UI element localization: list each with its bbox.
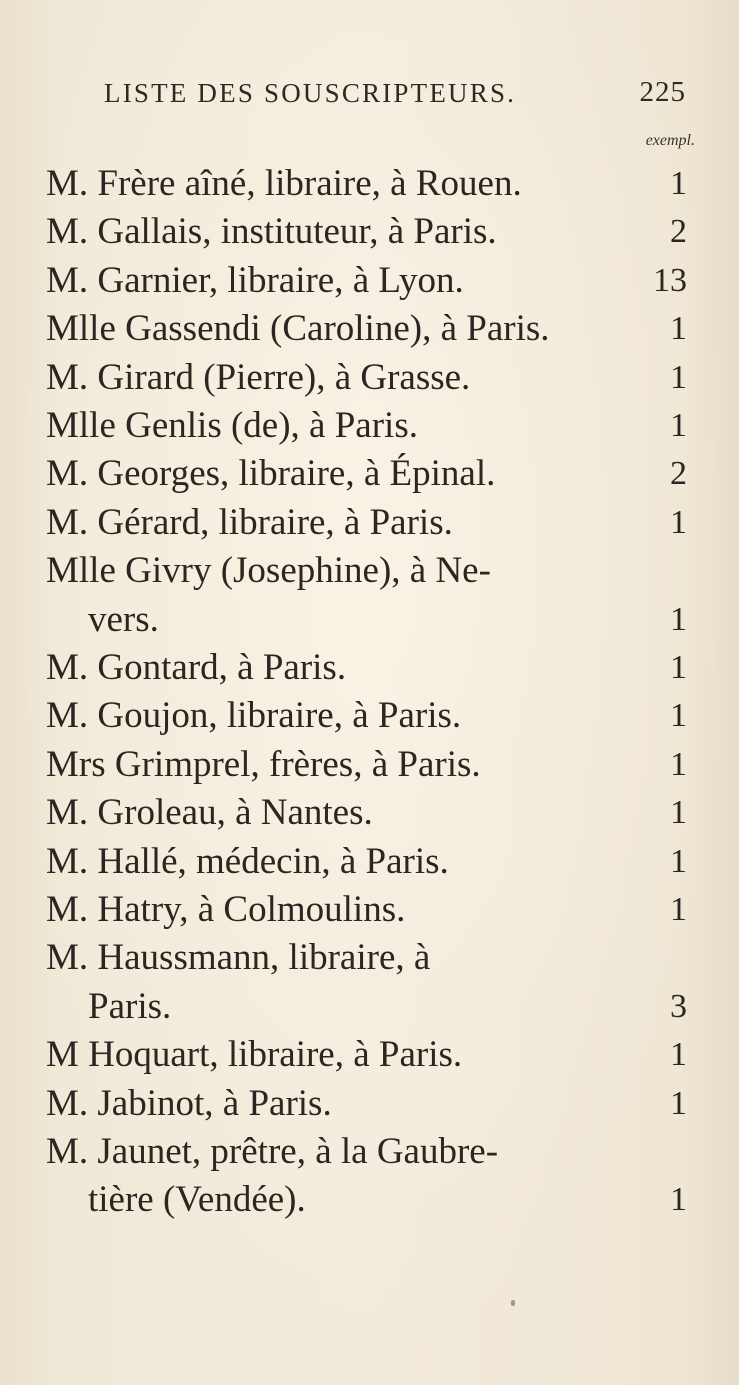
copies-count: 1 bbox=[670, 407, 687, 444]
subscriber-entry: M. Girard (Pierre), à Grasse. bbox=[46, 356, 471, 398]
subscriber-entry-continuation: Paris. bbox=[88, 985, 172, 1027]
copies-count: 1 bbox=[670, 358, 687, 396]
copies-column-heading: exempl. bbox=[645, 132, 695, 149]
page-header bbox=[104, 78, 686, 118]
subscriber-entry: M. Georges, libraire, à Épinal. bbox=[46, 453, 496, 495]
subscriber-entry-continuation: tière (Vendée). bbox=[88, 1179, 306, 1221]
subscriber-entry: M. Frère aîné, libraire, à Rouen. bbox=[46, 163, 522, 204]
subscriber-entry: M. Hallé, médecin, à Paris. bbox=[46, 840, 449, 882]
page-number: 225 bbox=[639, 76, 686, 108]
subscriber-entry: Mrs Grimprel, frères, à Paris. bbox=[46, 743, 481, 785]
copies-count: 1 bbox=[670, 1084, 687, 1122]
copies-count: 1 bbox=[670, 649, 687, 686]
running-title: LISTE DES SOUSCRIPTEURS. bbox=[104, 78, 517, 108]
copies-count: 3 bbox=[670, 987, 687, 1025]
subscriber-entry: M. Gontard, à Paris. bbox=[46, 647, 347, 688]
copies-count: 1 bbox=[670, 697, 687, 735]
copies-count: 2 bbox=[670, 455, 687, 493]
copies-count: 1 bbox=[670, 1181, 687, 1219]
subscriber-entry: Mlle Genlis (de), à Paris. bbox=[46, 405, 418, 446]
subscriber-entry-continuation: vers. bbox=[88, 598, 159, 640]
subscriber-entry: M. Groleau, à Nantes. bbox=[46, 792, 373, 834]
copies-count: 1 bbox=[670, 842, 687, 880]
subscriber-entry: M. Gallais, instituteur, à Paris. bbox=[46, 211, 497, 253]
copies-count: 2 bbox=[670, 213, 687, 251]
subscriber-entry: M Hoquart, libraire, à Paris. bbox=[46, 1034, 463, 1076]
copies-count: 1 bbox=[670, 745, 687, 783]
copies-count: 13 bbox=[653, 261, 687, 299]
subscriber-entry: M. Goujon, libraire, à Paris. bbox=[46, 695, 462, 737]
subscriber-entry: M. Jaunet, prêtre, à la Gaubre- bbox=[46, 1131, 499, 1172]
copies-count: 1 bbox=[670, 310, 687, 348]
subscriber-entry: M. Gérard, libraire, à Paris. bbox=[46, 501, 453, 543]
copies-count: 1 bbox=[670, 165, 687, 202]
paper-speck bbox=[511, 1300, 515, 1306]
copies-count: 1 bbox=[670, 1036, 687, 1074]
subscriber-entry: M. Haussmann, libraire, à bbox=[46, 937, 431, 979]
subscriber-entry: M. Jabinot, à Paris. bbox=[46, 1082, 332, 1124]
copies-count: 1 bbox=[670, 503, 687, 541]
subscriber-entry: Mlle Gassendi (Caroline), à Paris. bbox=[46, 308, 550, 350]
subscriber-entry: M. Garnier, libraire, à Lyon. bbox=[46, 259, 464, 301]
subscriber-entry: M. Hatry, à Colmoulins. bbox=[46, 889, 406, 930]
copies-count: 1 bbox=[670, 891, 687, 928]
subscriber-entry: Mlle Givry (Josephine), à Ne- bbox=[46, 550, 491, 592]
copies-count: 1 bbox=[670, 600, 687, 638]
copies-count: 1 bbox=[670, 794, 687, 832]
